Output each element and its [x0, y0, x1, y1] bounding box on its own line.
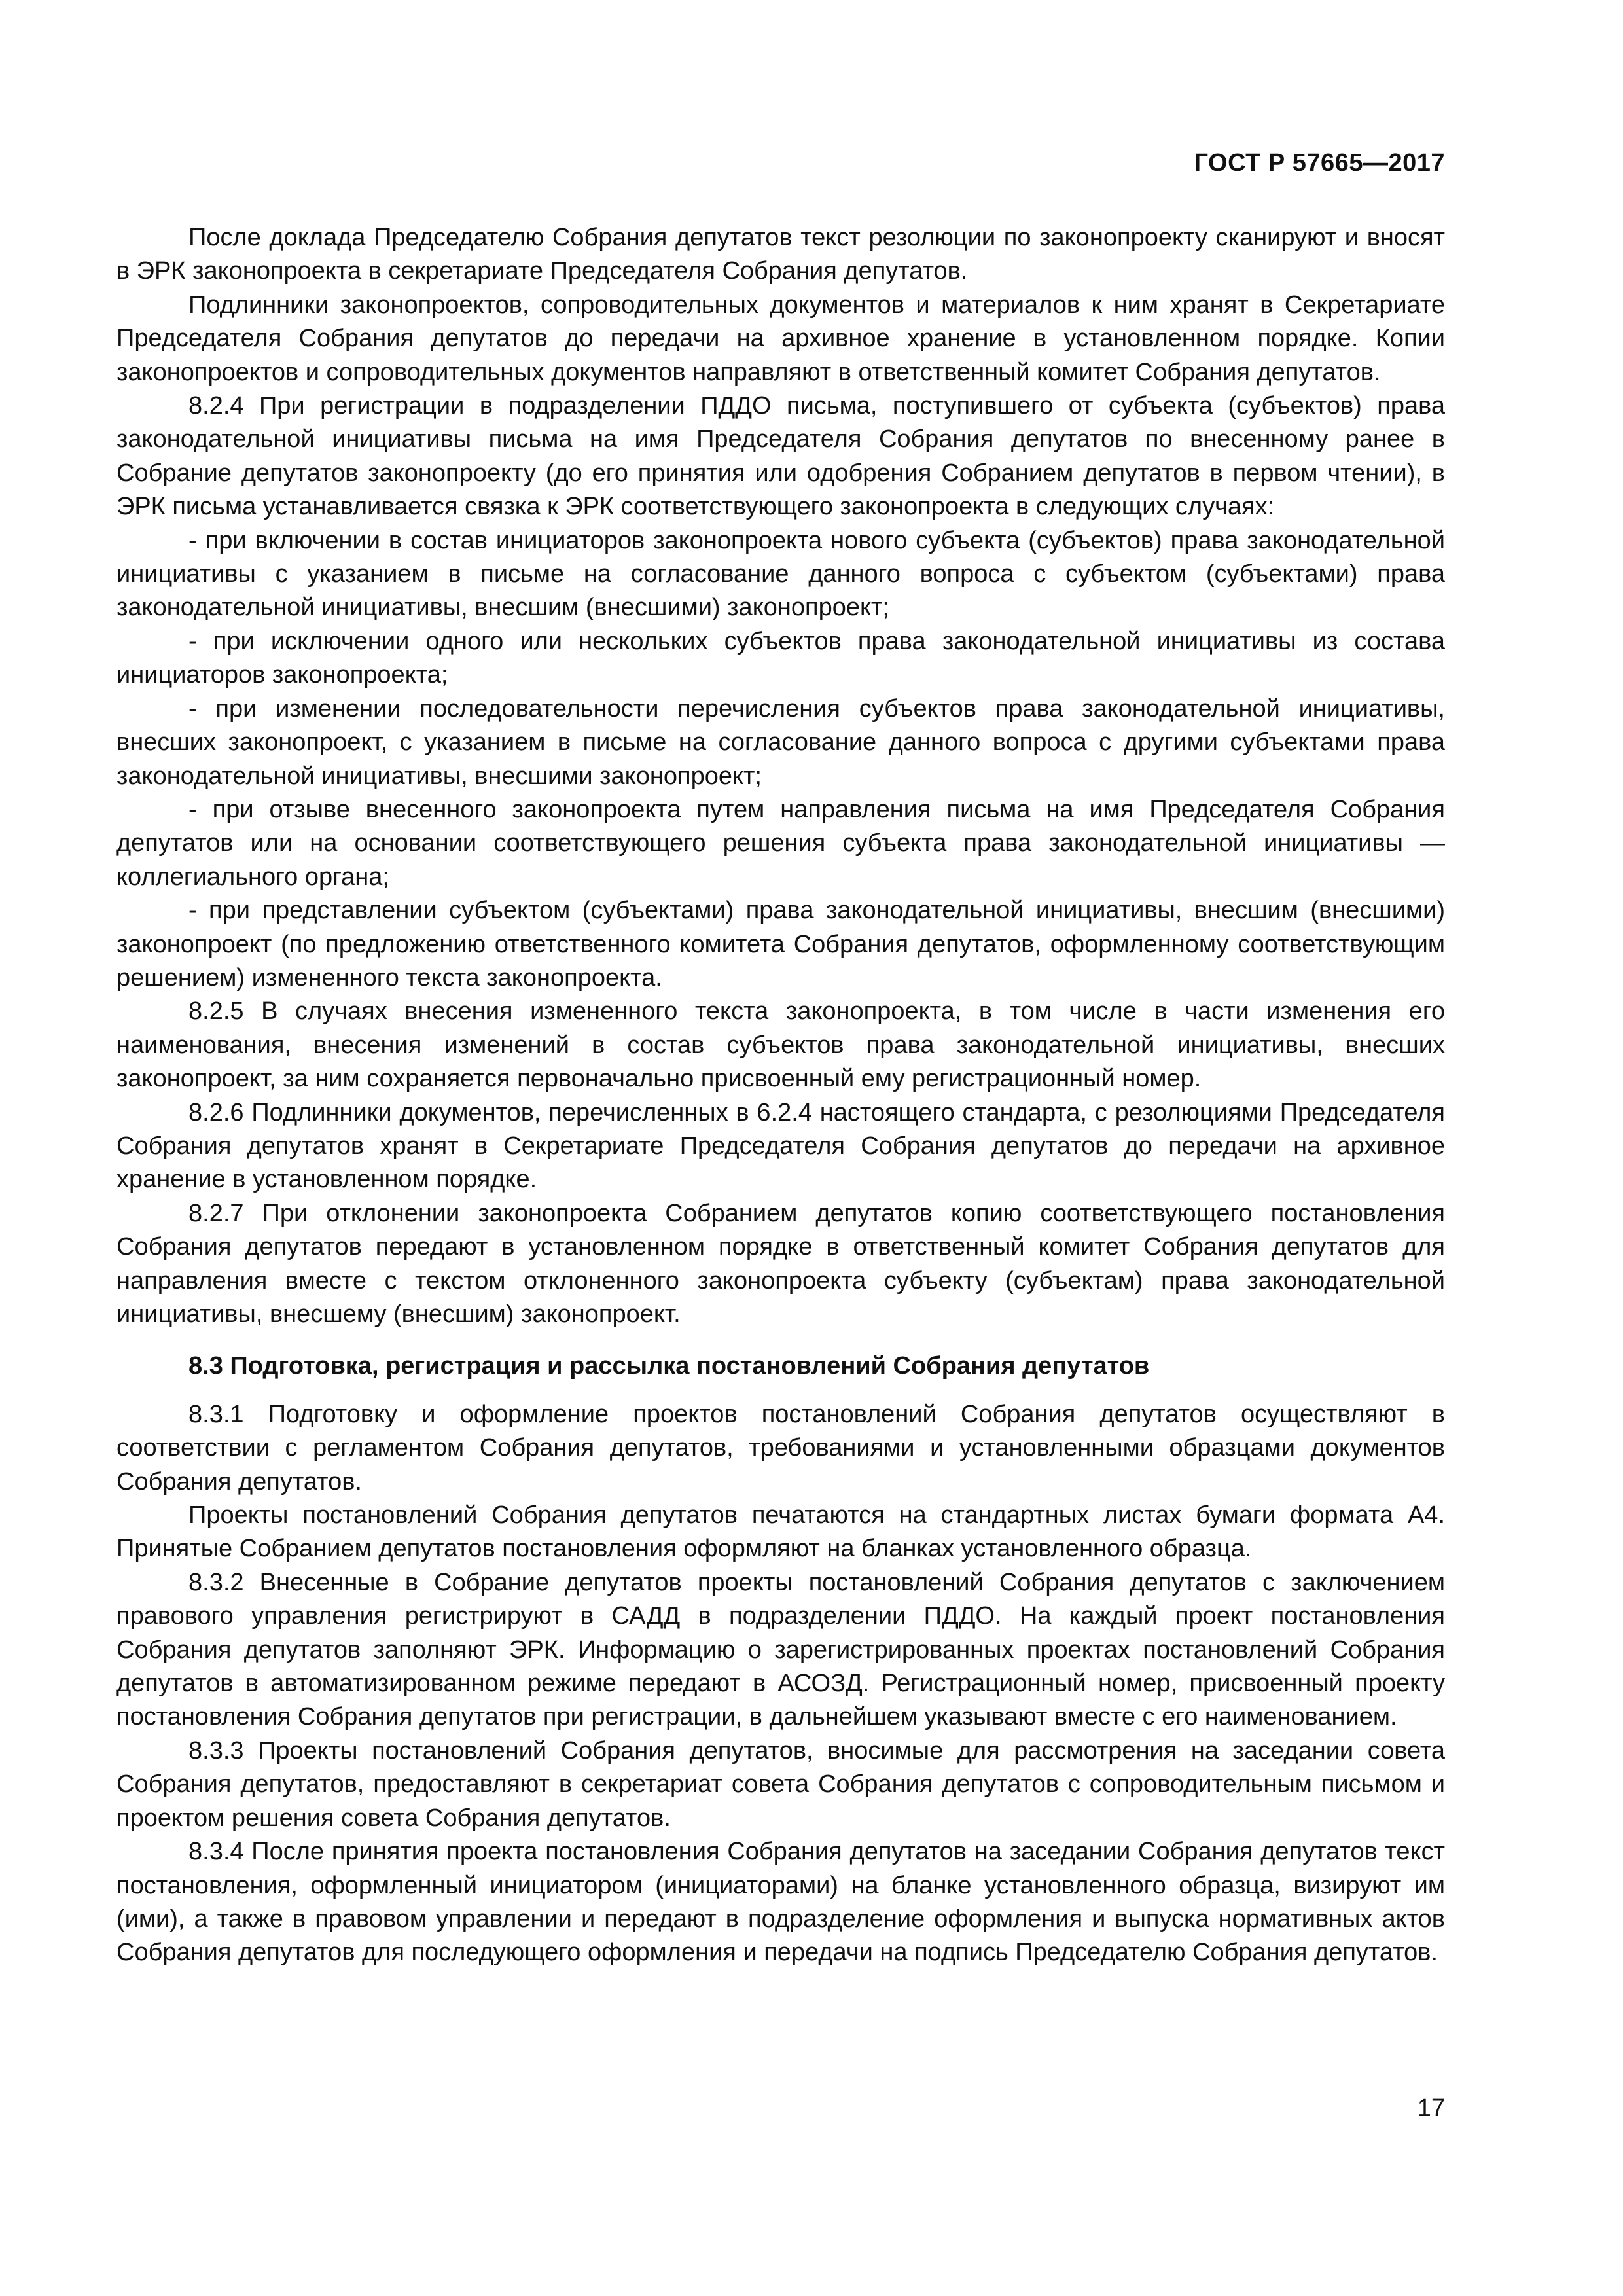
paragraph-8-3-3: 8.3.3 Проекты постановлений Собрания депутатов, вносимые для рассмотрения на заседании совета Собрания депутатов, предоставляют в секретариат совета Собрания депутатов с сопроводительным письмом и проектом решения совета Собрания депутатов.: [116, 1736, 1445, 1832]
document-body: [116, 221, 1445, 1970]
paragraph: Подлинники законопроектов, сопроводительных документов и материалов к ним хранят в Секретариате Председателя Собрания депутатов до передачи на архивное хранение в установленном порядке. Копии законопроектов и сопроводительных документов направляют в ответственный комитет Собрания депутатов.: [116, 291, 1445, 386]
list-item: - при отзыве внесенного законопроекта путем направления письма на имя Председателя Собрания депутатов или на основании соответствующего решения субъекта права законодательной инициативы — коллегиального органа;: [116, 795, 1445, 891]
paragraph-8-3-2: 8.3.2 Внесенные в Собрание депутатов проекты постановлений Собрания депутатов с заключением правового управления регистрируют в САДД в подразделении ПДДО. На каждый проект постановления Собрания депутатов заполняют ЭРК. Информацию о зарегистрированных проектах постановлений Собрания депутатов в автоматизированном режиме передают в АСОЗД. Регистрационный номер, присвоенный проекту постановления Собрания депутатов при регистрации, в дальнейшем указывают вместе с его наименованием.: [116, 1568, 1445, 1731]
paragraph: Проекты постановлений Собрания депутатов печатаются на стандартных листах бумаги формата А4. Принятые Собранием депутатов постановления оформляют на бланках установленного образца.: [116, 1501, 1445, 1563]
list-item: - при изменении последовательности перечисления субъектов права законодательной инициативы, внесших законопроект, с указанием в письме на согласование данного вопроса с другими субъектами права законодательной инициативы, внесшими законопроект;: [116, 694, 1445, 790]
list-item: - при представлении субъектом (субъектами) права законодательной инициативы, внесшим (внесшими) законопроект (по предложению ответственного комитета Собрания депутатов, оформленному соответствующим решением) измененного текста законопроекта.: [116, 897, 1445, 992]
section-heading: 8.3 Подготовка, регистрация и рассылка постановлений Собрания депутатов: [188, 1352, 1150, 1380]
paragraph-8-2-4: 8.2.4 При регистрации в подразделении ПДДО письма, поступившего от субъекта (субъектов) права законодательной инициативы письма на имя Председателя Собрания депутатов по внесенному ранее в Собрание депутатов законопроекту (до его принятия или одобрения Собранием депутатов в первом чтении), в ЭРК письма устанавливается связка к ЭРК соответствующего законопроекта в следующих случаях:: [116, 392, 1445, 521]
document-header: ГОСТ Р 57665—2017: [1194, 149, 1445, 177]
paragraph-8-3-4: 8.3.4 После принятия проекта постановления Собрания депутатов на заседании Собрания депутатов текст постановления, оформленный инициатором (инициаторами) на бланке установленного образца, визируют им (ими), а также в правовом управлении и передают в подразделение оформления и выпуска нормативных актов Собрания депутатов для последующего оформления и передачи на подпись Председателю Собрания депутатов.: [116, 1838, 1445, 1967]
paragraph-8-2-6: 8.2.6 Подлинники документов, перечисленных в 6.2.4 настоящего стандарта, с резолюциями Председателя Собрания депутатов хранят в Секретариате Председателя Собрания депутатов до передачи на архивное хранение в установленном порядке.: [116, 1098, 1445, 1194]
list-item: - при включении в состав инициаторов законопроекта нового субъекта (субъектов) права законодательной инициативы с указанием в письме на согласование данного вопроса с субъектом (субъектами) права законодательной инициативы, внесшим (внесшими) законопроект;: [116, 526, 1445, 622]
page-number: 17: [1417, 2094, 1445, 2122]
paragraph-8-2-7: 8.2.7 При отклонении законопроекта Собранием депутатов копию соответствующего постановления Собрания депутатов передают в установленном порядке в ответственный комитет Собрания депутатов для направления вместе с текстом отклоненного законопроекта субъекту (субъектам) права законодательной инициативы, внесшему (внесшим) законопроект.: [116, 1199, 1445, 1328]
paragraph-8-2-5: 8.2.5 В случаях внесения измененного текста законопроекта, в том числе в части изменения его наименования, внесения изменений в состав субъектов права законодательной инициативы, внесших законопроект, за ним сохраняется первоначально присвоенный ему регистрационный номер.: [116, 997, 1445, 1093]
list-item: - при исключении одного или нескольких субъектов права законодательной инициативы из состава инициаторов законопроекта;: [116, 627, 1445, 689]
paragraph: После доклада Председателю Собрания депутатов текст резолюции по законопроекту сканируют и вносят в ЭРК законопроекта в секретариате Председателя Собрания депутатов.: [116, 224, 1445, 285]
paragraph-8-3-1: 8.3.1 Подготовку и оформление проектов постановлений Собрания депутатов осуществляют в соответствии с регламентом Собрания депутатов, требованиями и установленными образцами документов Собрания депутатов.: [116, 1400, 1445, 1496]
